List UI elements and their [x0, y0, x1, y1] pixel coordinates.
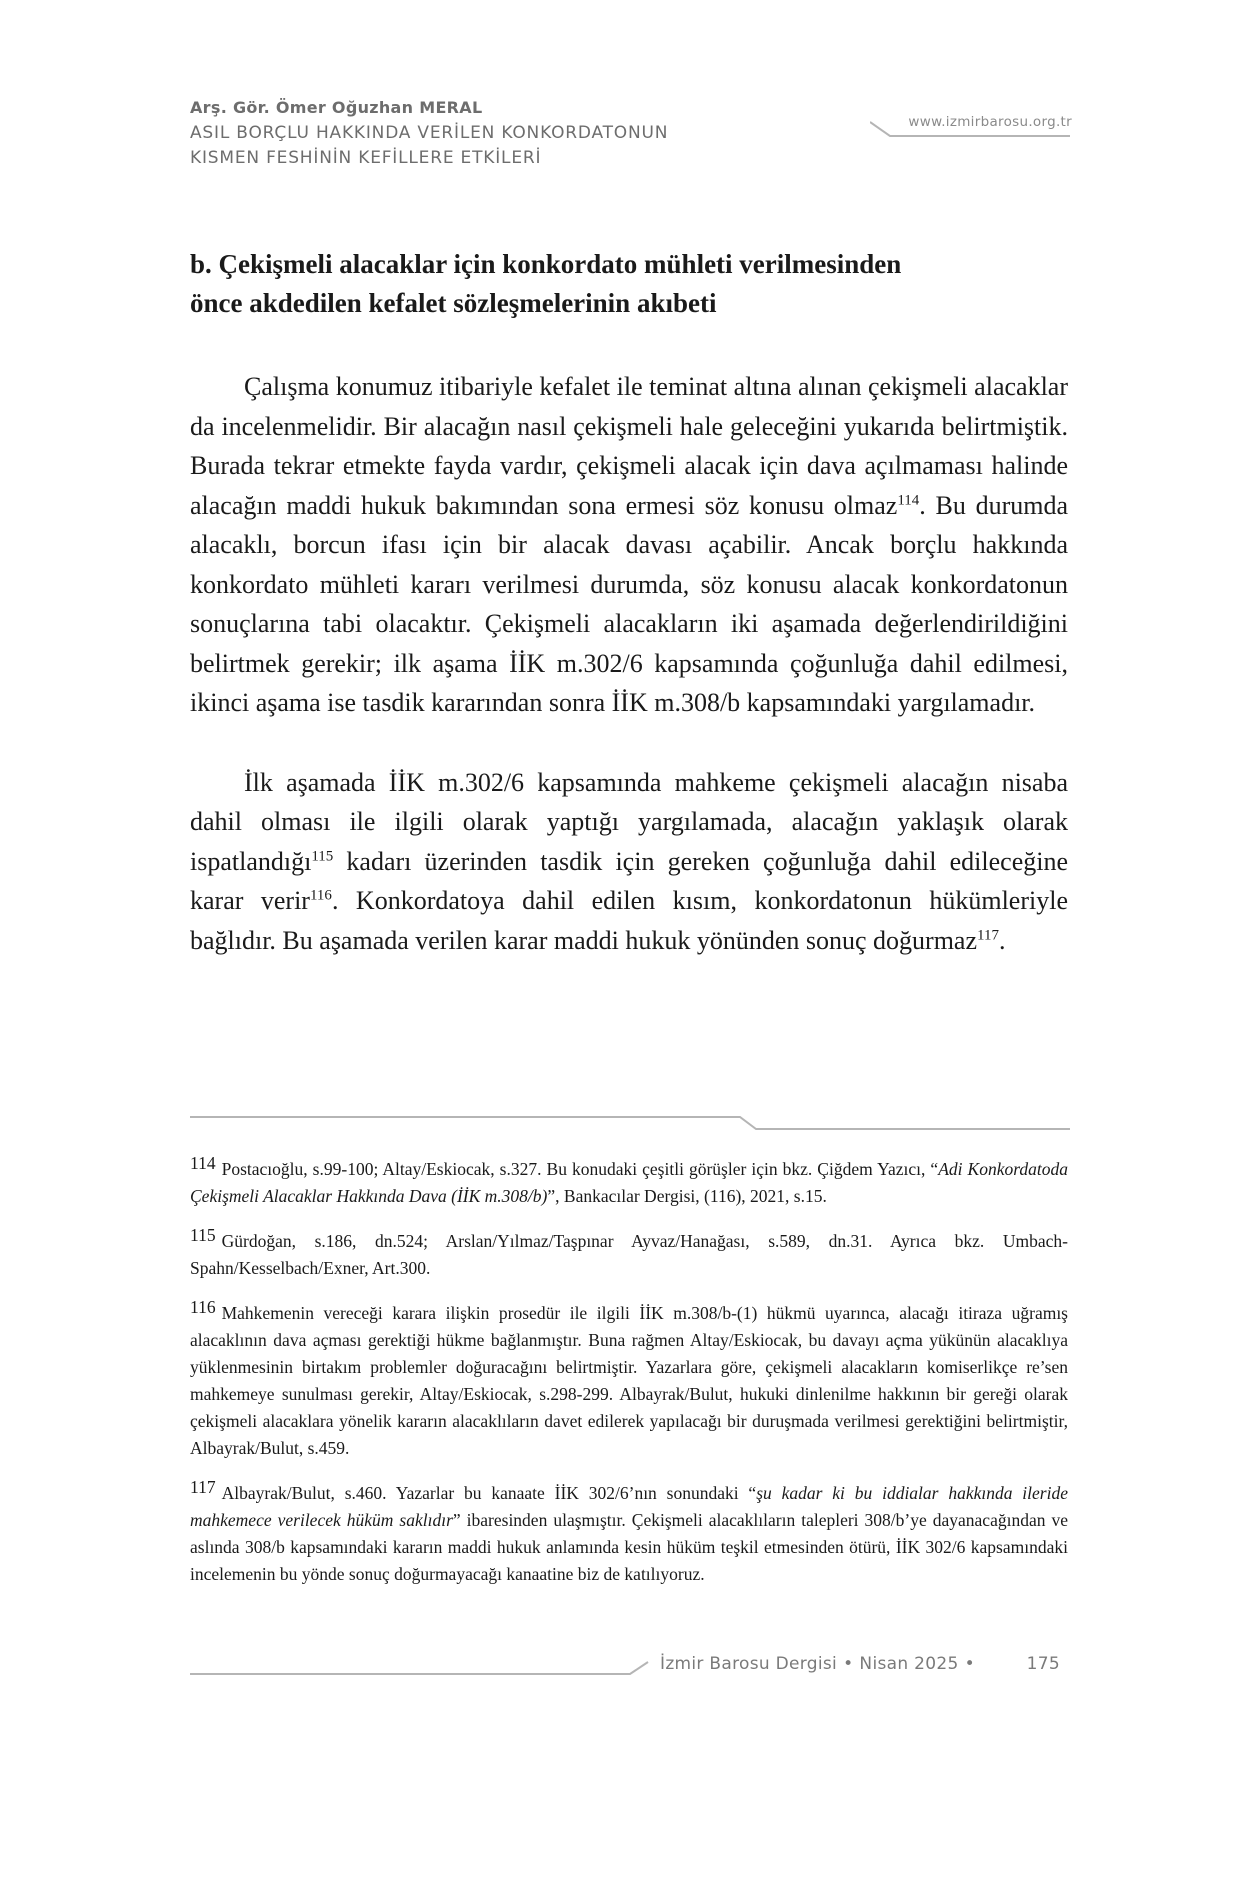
article-title-line1: ASIL BORÇLU HAKKINDA VERİLEN KONKORDATONUN — [190, 123, 669, 143]
footnote-number: 117 — [190, 1477, 216, 1497]
footnote-number: 116 — [190, 1297, 216, 1317]
issue-date: Nisan 2025 — [859, 1654, 959, 1674]
footnote-114 — [190, 1150, 1068, 1210]
article-title-line2: KISMEN FESHİNİN KEFİLLERE ETKİLERİ — [190, 148, 542, 168]
section-heading — [190, 245, 1068, 323]
bullet-separator: • — [964, 1654, 975, 1674]
footnote-text: Gürdoğan, s.186, dn.524; Arslan/Yılmaz/Taşpınar Ayvaz/Hanağası, s.589, dn.31. Ayrıca bkz. Umbach-Spahn/Kesselbach/Exner, Art.300. — [190, 1231, 1068, 1278]
footnote-text: ”, Bankacılar Dergisi, (116), 2021, s.15. — [547, 1186, 827, 1206]
section-heading-line1: b. Çekişmeli alacaklar için konkordato mühleti verilmesinden — [190, 249, 902, 279]
section-heading-line2: önce akdedilen kefalet sözleşmelerinin akıbeti — [190, 288, 717, 318]
paragraph-1-text-b: . Bu durumda alacaklı, borcun ifası için bir alacak davası açabilir. Ancak borçlu hakkında konkordato mühleti kararı verilmesi durumda, söz konusu alacak konkordatonun sonuçlarına tabi olacaktır. Çekişmeli alacakların iki aşamada değerlendirildiğini belirtmek gerekir; ilk aşama İİK m.302/6 kapsamında çoğunluğa dahil edilmesi, ikinci aşama ise tasdik kararından sonra İİK m.308/b kapsamındaki yargılamadır. — [190, 490, 1068, 717]
footnote-text: Albayrak/Bulut, s.460. Yazarlar bu kanaate İİK 302/6’nın sonundaki “ — [221, 1483, 757, 1503]
paragraph-2-text-d: . — [998, 925, 1006, 955]
footnote-ref-115[interactable]: 115 — [311, 847, 334, 864]
bullet-separator: • — [843, 1654, 854, 1674]
footnote-117 — [190, 1474, 1068, 1588]
footnote-italic-quote: şu kadar ki bu iddialar hakkında ileride mahkemece verilecek hüküm saklıdır — [190, 1483, 1068, 1530]
footnote-italic-title: Adi Konkordatoda Çekişmeli Alacaklar Hakkında Dava (İİK m.308/b) — [190, 1159, 1069, 1206]
header-rule — [870, 116, 1090, 142]
footnote-text: Mahkemenin vereceği karara ilişkin prosedür ile ilgili İİK m.308/b-(1) hükmü uyarınca, alacağı itiraza uğramış alacaklının dava açması gerektiği hükme bağlanmıştır. Buna rağmen Altay/Eskiocak, bu davayı açma yükünün alacaklıya yüklenmesinin birtakım problemler doğuracağını belirtmiştir. Yazarlara göre, çekişmeli alacakların komiserlikçe re’sen mahkemeye sunulması gerekir, Altay/Eskiocak, s.298-299. Albayrak/Bulut, hukuki dinlenilme hakkının bir gereği olarak çekişmeli alacaklara yönelik kararın alacaklıların davet edilerek yapılacağı bir duruşmada verilmesi gerektiğini belirtmiştir, Albayrak/Bulut, s.459. — [190, 1303, 1068, 1458]
paragraph-1 — [190, 367, 1068, 723]
footnote-ref-114[interactable]: 114 — [897, 491, 920, 508]
footnote-116 — [190, 1294, 1068, 1462]
footnote-number: 115 — [190, 1225, 216, 1245]
page-footer — [660, 1654, 1060, 1674]
footnote-separator — [190, 1113, 1070, 1133]
page-number: 175 — [1026, 1654, 1060, 1674]
main-content — [190, 245, 1068, 960]
journal-name: İzmir Barosu Dergisi — [660, 1654, 838, 1674]
paragraph-1-text-a: Çalışma konumuz itibariyle kefalet ile teminat altına alınan çekişmeli alacaklar da incelenmelidir. Bir alacağın nasıl çekişmeli hale geleceğini yukarıda belirtmiştik. Burada tekrar etmekte fayda vardır, çekişmeli alacak için dava açılmaması halinde alacağın maddi hukuk bakımından sona ermesi söz konusu olmaz — [190, 372, 1068, 520]
paragraph-2-text-b: kadarı üzerinden tasdik için gereken çoğunluğa dahil edileceğine karar verir — [190, 846, 1068, 915]
footer-rule — [190, 1660, 670, 1680]
paragraph-2-text-c: . Konkordatoya dahil edilen kısım, konkordatonun hükümleriyle bağlıdır. Bu aşamada verilen karar maddi hukuk yönünden sonuç doğurmaz — [190, 886, 1068, 955]
author-name: Arş. Gör. Ömer Oğuzhan MERAL — [190, 98, 483, 117]
paragraph-2 — [190, 763, 1068, 961]
footnote-number: 114 — [190, 1153, 216, 1173]
website-url[interactable]: www.izmirbarosu.org.tr — [908, 114, 1072, 130]
footnotes — [190, 1150, 1068, 1600]
footnote-115 — [190, 1222, 1068, 1282]
footnote-ref-116[interactable]: 116 — [309, 887, 332, 904]
footnote-ref-117[interactable]: 117 — [977, 926, 999, 943]
paragraph-2-text-a: İlk aşamada İİK m.302/6 kapsamında mahkeme çekişmeli alacağın nisaba dahil olması ile ilgili olarak yaptığı yargılamada, alacağın yaklaşık olarak ispatlandığı — [190, 767, 1068, 876]
footnote-text: ” ibaresinden ulaşmıştır. Çekişmeli alacaklıların talepleri 308/b’ye dayanacağından ve aslında 308/b kapsamındaki kararın maddi hukuk anlamında kesin hüküm teşkil etmesinden ötürü, İİK 302/6 kapsamındaki incelemenin bu yönde sonuç doğurmayacağı kanaatine biz de katılıyoruz. — [190, 1510, 1068, 1584]
footnote-text: Postacıoğlu, s.99-100; Altay/Eskiocak, s.327. Bu konudaki çeşitli görüşler için bkz. Çiğdem Yazıcı, “ — [221, 1159, 939, 1179]
